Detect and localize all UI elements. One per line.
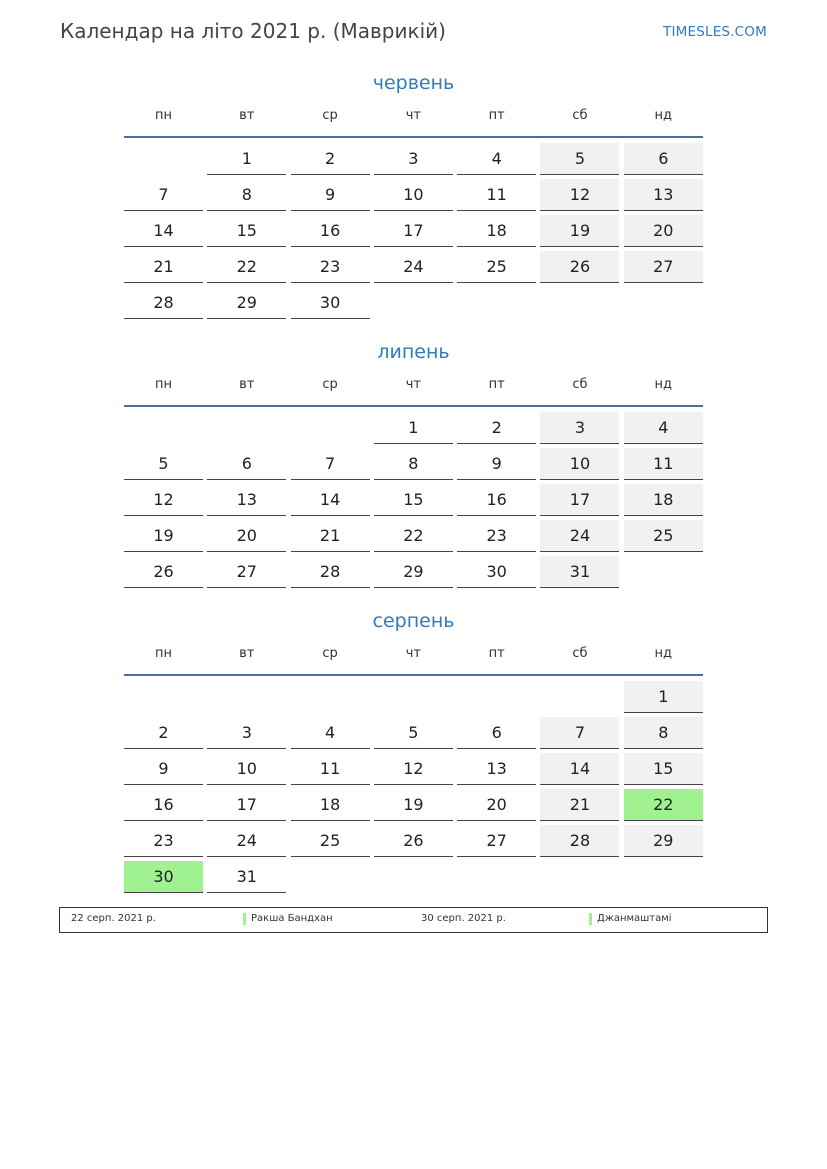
day-cell: 28 bbox=[540, 825, 619, 857]
day-cell: 31 bbox=[207, 861, 286, 893]
day-cell: 25 bbox=[457, 251, 536, 283]
day-cell: 12 bbox=[374, 753, 453, 785]
weekday-label: пн bbox=[155, 377, 172, 392]
day-cell: 4 bbox=[457, 143, 536, 175]
legend-date: 22 серп. 2021 р. bbox=[71, 913, 156, 924]
weekday-label: нд bbox=[654, 646, 673, 661]
day-cell: 7 bbox=[124, 179, 203, 211]
day-cell: 23 bbox=[291, 251, 370, 283]
month-august bbox=[124, 606, 703, 897]
day-cell: 26 bbox=[540, 251, 619, 283]
weekday-label: ср bbox=[322, 108, 338, 123]
day-cell: 24 bbox=[374, 251, 453, 283]
legend-color-marker bbox=[589, 913, 592, 925]
month-name: червень bbox=[372, 72, 455, 94]
day-cell: 20 bbox=[624, 215, 703, 247]
weekday-label: чт bbox=[405, 377, 422, 392]
day-cell: 11 bbox=[624, 448, 703, 480]
day-cell: 24 bbox=[540, 520, 619, 552]
day-cell: 6 bbox=[207, 448, 286, 480]
day-cell: 2 bbox=[457, 412, 536, 444]
day-cell: 20 bbox=[457, 789, 536, 821]
day-cell: 1 bbox=[624, 681, 703, 713]
empty-cell bbox=[207, 412, 286, 443]
day-cell: 4 bbox=[624, 412, 703, 444]
day-cell: 14 bbox=[540, 753, 619, 785]
weekday-label: ср bbox=[322, 646, 338, 661]
day-cell: 3 bbox=[374, 143, 453, 175]
day-cell: 13 bbox=[207, 484, 286, 516]
weekday-label: чт bbox=[405, 108, 422, 123]
day-cell: 26 bbox=[374, 825, 453, 857]
weekday-label: пт bbox=[488, 646, 505, 661]
weekday-label: пт bbox=[488, 377, 505, 392]
day-cell: 11 bbox=[457, 179, 536, 211]
day-cell: 30 bbox=[457, 556, 536, 588]
empty-cell bbox=[207, 681, 286, 712]
day-cell: 2 bbox=[124, 717, 203, 749]
day-cell: 3 bbox=[540, 412, 619, 444]
weekday-header bbox=[124, 639, 703, 668]
site-link[interactable]: TIMESLES.COM bbox=[663, 24, 767, 40]
day-cell: 7 bbox=[291, 448, 370, 480]
header-rule bbox=[124, 136, 703, 138]
day-cell: 8 bbox=[374, 448, 453, 480]
day-cell: 6 bbox=[624, 143, 703, 175]
weekday-label: нд bbox=[654, 377, 673, 392]
day-cell: 16 bbox=[124, 789, 203, 821]
day-cell: 17 bbox=[207, 789, 286, 821]
legend-holiday-name: Джанмаштамі bbox=[597, 913, 672, 924]
day-cell: 28 bbox=[291, 556, 370, 588]
header-rule bbox=[124, 405, 703, 407]
page-title: Календар на літо 2021 р. (Маврикій) bbox=[60, 19, 446, 43]
holiday-legend bbox=[59, 907, 768, 933]
day-cell: 21 bbox=[291, 520, 370, 552]
weekday-label: чт bbox=[405, 646, 422, 661]
day-cell: 15 bbox=[374, 484, 453, 516]
day-cell: 15 bbox=[207, 215, 286, 247]
day-cell: 23 bbox=[457, 520, 536, 552]
day-cell: 27 bbox=[457, 825, 536, 857]
day-cell: 12 bbox=[124, 484, 203, 516]
legend-color-marker bbox=[243, 913, 246, 925]
day-cell: 19 bbox=[124, 520, 203, 552]
day-cell: 15 bbox=[624, 753, 703, 785]
day-cell: 21 bbox=[124, 251, 203, 283]
day-cell: 24 bbox=[207, 825, 286, 857]
weekday-label: пн bbox=[155, 646, 172, 661]
day-cell: 9 bbox=[124, 753, 203, 785]
weekday-label: пт bbox=[488, 108, 505, 123]
weekday-label: сб bbox=[572, 377, 588, 392]
weekday-label: нд bbox=[654, 108, 673, 123]
weekday-label: сб bbox=[572, 646, 588, 661]
day-grid bbox=[124, 681, 703, 897]
day-cell: 27 bbox=[624, 251, 703, 283]
weekday-label: вт bbox=[239, 108, 255, 123]
day-cell: 10 bbox=[540, 448, 619, 480]
day-cell: 20 bbox=[207, 520, 286, 552]
day-cell: 13 bbox=[624, 179, 703, 211]
day-cell: 5 bbox=[540, 143, 619, 175]
day-cell: 17 bbox=[374, 215, 453, 247]
month-name: серпень bbox=[372, 610, 455, 632]
header-rule bbox=[124, 674, 703, 676]
empty-cell bbox=[124, 143, 203, 174]
day-cell: 3 bbox=[207, 717, 286, 749]
day-cell: 29 bbox=[374, 556, 453, 588]
day-cell: 19 bbox=[374, 789, 453, 821]
day-cell: 5 bbox=[374, 717, 453, 749]
weekday-label: пн bbox=[155, 108, 172, 123]
day-cell: 8 bbox=[624, 717, 703, 749]
day-cell: 25 bbox=[291, 825, 370, 857]
day-cell: 14 bbox=[124, 215, 203, 247]
empty-cell bbox=[124, 681, 203, 712]
day-cell: 9 bbox=[457, 448, 536, 480]
day-cell: 29 bbox=[207, 287, 286, 319]
weekday-label: вт bbox=[239, 377, 255, 392]
day-cell: 17 bbox=[540, 484, 619, 516]
day-cell: 30 bbox=[124, 861, 203, 893]
day-cell: 22 bbox=[374, 520, 453, 552]
day-cell: 28 bbox=[124, 287, 203, 319]
day-cell: 9 bbox=[291, 179, 370, 211]
day-cell: 7 bbox=[540, 717, 619, 749]
day-cell: 10 bbox=[207, 753, 286, 785]
day-cell: 13 bbox=[457, 753, 536, 785]
day-cell: 18 bbox=[457, 215, 536, 247]
weekday-label: вт bbox=[239, 646, 255, 661]
day-cell: 8 bbox=[207, 179, 286, 211]
day-cell: 16 bbox=[457, 484, 536, 516]
weekday-label: сб bbox=[572, 108, 588, 123]
day-cell: 30 bbox=[291, 287, 370, 319]
day-cell: 1 bbox=[207, 143, 286, 175]
day-cell: 22 bbox=[207, 251, 286, 283]
day-cell: 12 bbox=[540, 179, 619, 211]
day-cell: 26 bbox=[124, 556, 203, 588]
day-cell: 16 bbox=[291, 215, 370, 247]
legend-holiday-name: Ракша Бандхан bbox=[251, 913, 333, 924]
day-cell: 11 bbox=[291, 753, 370, 785]
empty-cell bbox=[374, 681, 453, 712]
empty-cell bbox=[291, 681, 370, 712]
day-cell: 18 bbox=[291, 789, 370, 821]
day-cell: 21 bbox=[540, 789, 619, 821]
day-cell: 22 bbox=[624, 789, 703, 821]
day-cell: 6 bbox=[457, 717, 536, 749]
day-cell: 23 bbox=[124, 825, 203, 857]
day-cell: 14 bbox=[291, 484, 370, 516]
empty-cell bbox=[291, 412, 370, 443]
day-cell: 4 bbox=[291, 717, 370, 749]
day-cell: 5 bbox=[124, 448, 203, 480]
legend-date: 30 серп. 2021 р. bbox=[421, 913, 506, 924]
month-july bbox=[124, 337, 703, 592]
day-cell: 31 bbox=[540, 556, 619, 588]
day-cell: 27 bbox=[207, 556, 286, 588]
day-cell: 18 bbox=[624, 484, 703, 516]
weekday-header bbox=[124, 370, 703, 399]
day-cell: 29 bbox=[624, 825, 703, 857]
month-name: липень bbox=[377, 341, 450, 363]
empty-cell bbox=[457, 681, 536, 712]
empty-cell bbox=[540, 681, 619, 712]
day-cell: 2 bbox=[291, 143, 370, 175]
day-grid bbox=[124, 412, 703, 592]
month-june bbox=[124, 68, 703, 323]
weekday-label: ср bbox=[322, 377, 338, 392]
weekday-header bbox=[124, 101, 703, 130]
day-cell: 19 bbox=[540, 215, 619, 247]
day-grid bbox=[124, 143, 703, 323]
day-cell: 10 bbox=[374, 179, 453, 211]
day-cell: 1 bbox=[374, 412, 453, 444]
empty-cell bbox=[124, 412, 203, 443]
day-cell: 25 bbox=[624, 520, 703, 552]
